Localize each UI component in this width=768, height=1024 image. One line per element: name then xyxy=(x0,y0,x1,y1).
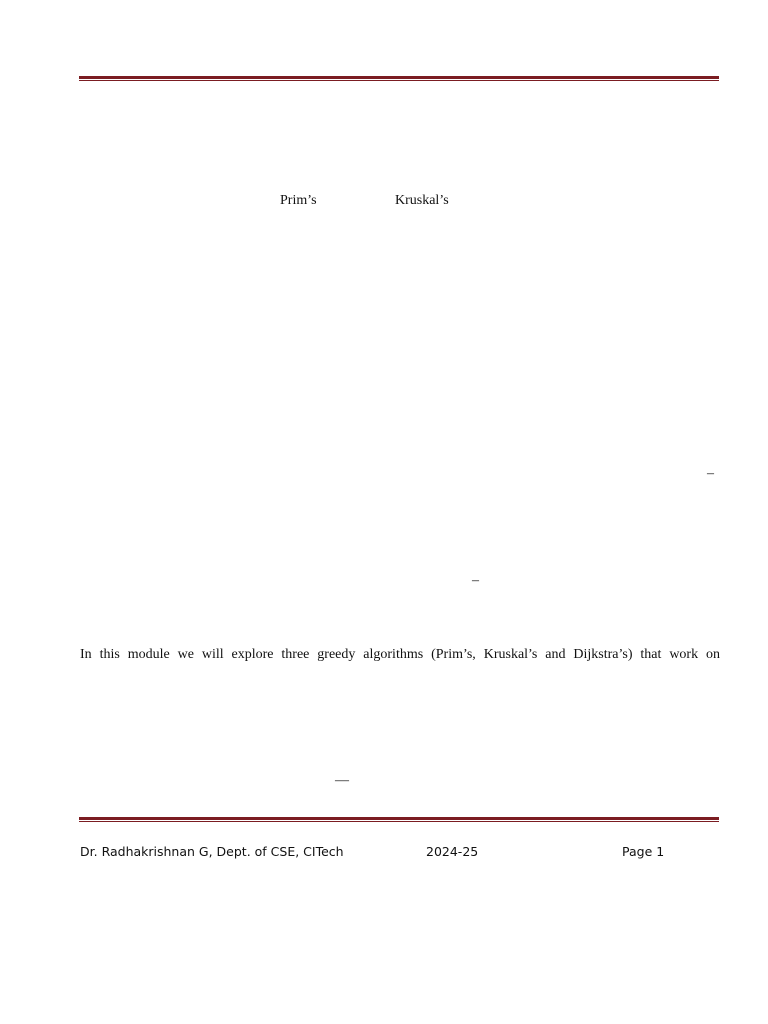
module-intro-sentence: In this module we will explore three greedy algorithms (Prim’s, Kruskal’s and Dijkstra’s) that work on xyxy=(80,647,720,662)
footer-rule xyxy=(79,817,719,822)
footer-page-number: Page 1 xyxy=(622,844,665,859)
body-word-prims: Prim’s xyxy=(280,193,317,208)
header-rule-thin xyxy=(79,80,719,81)
footer-year: 2024-25 xyxy=(426,844,479,859)
body-word-kruskals: Kruskal’s xyxy=(395,193,449,208)
footer-author: Dr. Radhakrishnan G, Dept. of CSE, CITech xyxy=(80,844,344,859)
body-dash-2: – xyxy=(472,573,479,588)
footer-rule-thin xyxy=(79,821,719,822)
body-dash-3: — xyxy=(335,773,349,788)
header-rule xyxy=(79,76,719,81)
body-dash-1: – xyxy=(707,466,714,481)
